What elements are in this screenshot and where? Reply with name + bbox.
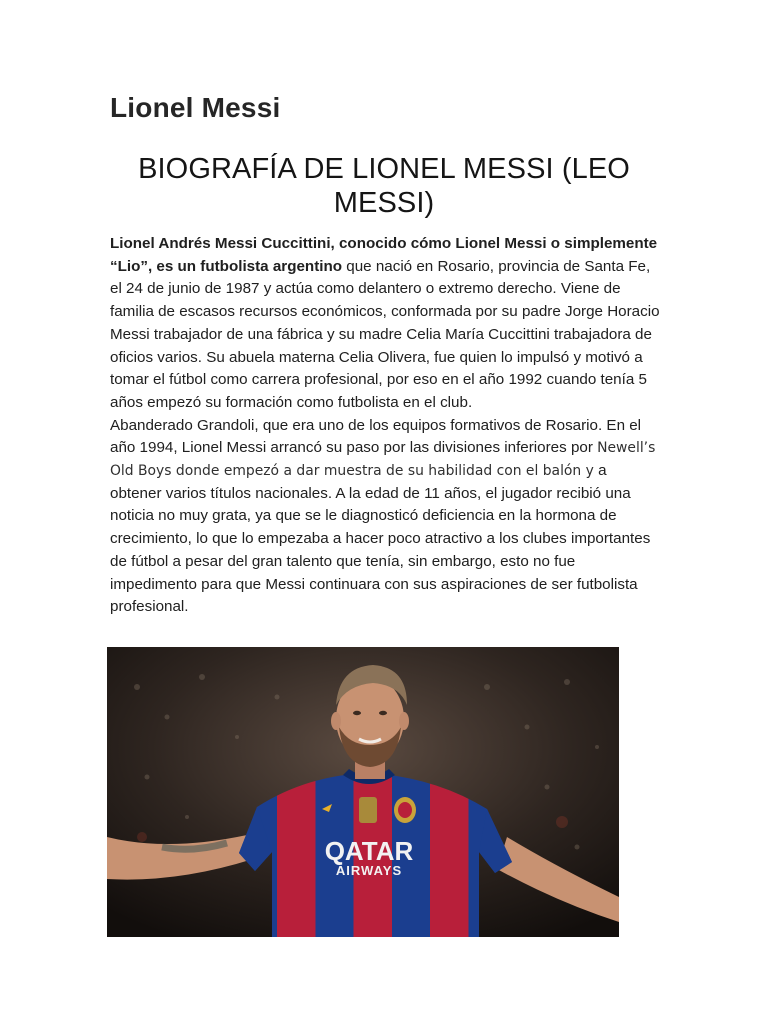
document-title: Lionel Messi: [110, 92, 281, 123]
bold-intro: Lionel Andrés Messi Cuccittini, conocido cómo Lionel Messi o simplemente “Lio”, es un futbolista argentino: [110, 235, 658, 275]
messi-photo: [107, 647, 619, 937]
biography-body: [110, 233, 662, 619]
paragraph-1-text: que nació en Rosario, provincia de Santa Fe, el 24 de junio de 1987 y actúa como delantero o extremo derecho. Viene de familia de escasos recursos económicos, conformada por su padre Jorge Horacio Messi trabajador de una fábrica y su madre Celia María Cuccittini trabajadora de oficios varios. Su abuela materna Celia Olivera, fue quien lo impulsó y motivó a tomar el fútbol como carrera profesional, por eso en el año 1992 cuando tenía 5 años empezó su formación como futbolista en el club.: [110, 257, 660, 411]
biography-paragraph-1: [110, 233, 662, 415]
biography-heading: BIOGRAFÍA DE LIONEL MESSI (LEO MESSI): [138, 153, 630, 219]
jersey-sponsor-airways: AIRWAYS: [335, 863, 403, 878]
paragraph-2-alt-font-text: Newell’s Old Boys donde empezó a dar muestra de su habilidad con el balón y: [110, 440, 656, 480]
jersey-sponsor-qatar: QATAR: [324, 836, 414, 866]
biography-paragraph-2: [110, 415, 662, 619]
paragraph-2-text-b: a obtener varios títulos nacionales. A la edad de 11 años, el jugador recibió una noticia no muy grata, ya que se le diagnosticó deficiencia en la hormona de crecimiento, lo que lo empezaba a hacer poco atractivo a los clubes importantes de fútbol a pesar del gran talento que tenía, sin embargo, esto no fue impedimento para que Messi continuara con sus aspiraciones de ser futbolista profesional.: [110, 462, 651, 616]
messi-photo-illustration: [107, 647, 619, 937]
paragraph-2-text-a: Abanderado Grandoli, que era uno de los equipos formativos de Rosario. En el año 1994, Lionel Messi arrancó su paso por las divisiones inferiores por: [110, 416, 642, 457]
